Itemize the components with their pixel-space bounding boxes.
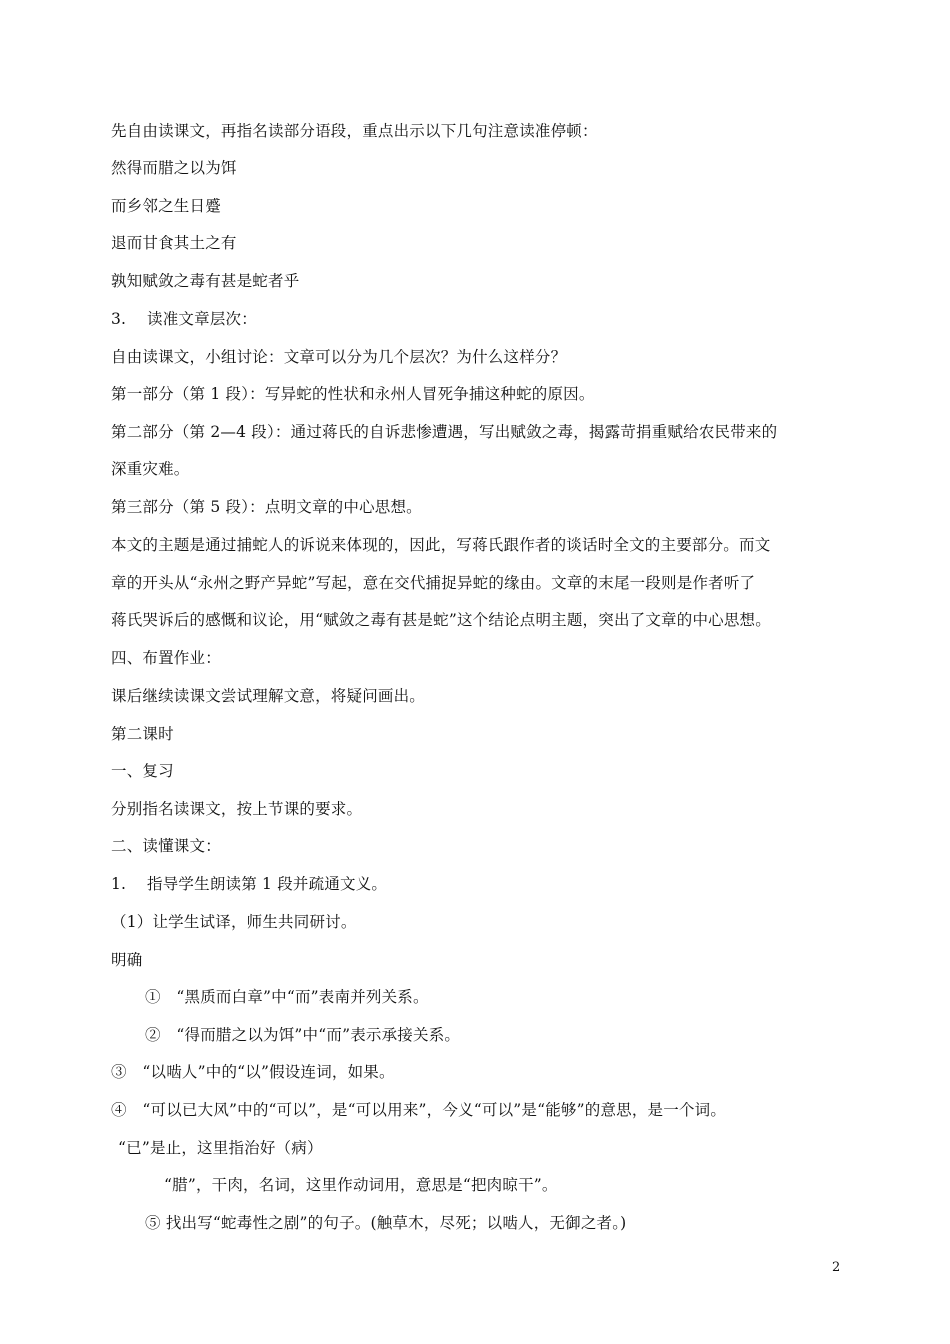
text-line: 第二部分（第 2—4 段）：通过蒋氏的自诉悲惨遭遇，写出赋敛之毒，揭露苛捐重赋给农民带来的	[111, 423, 778, 441]
section-heading: 四、布置作业：	[111, 649, 221, 667]
section-heading: 二、读懂课文：	[111, 837, 221, 855]
text-line: 章的开头从“永州之野产异蛇”写起，意在交代捕捉异蛇的缘由。文章的末尾一段则是作者听了	[111, 574, 756, 592]
list-item: ② “得而腊之以为饵”中“而”表示承接关系。	[145, 1026, 461, 1044]
list-item: ① “黑质而白章”中“而”表南并列关系。	[145, 988, 429, 1006]
text-line: 退而甘食其土之有	[111, 234, 237, 252]
text-line: “已”是止，这里指治好（病）	[118, 1139, 323, 1157]
list-heading: 3. 读准文章层次：	[111, 310, 257, 328]
text-line: 自由读课文，小组讨论：文章可以分为几个层次？为什么这样分？	[111, 348, 567, 366]
text-line: “腊”，干肉，名词，这里作动词用，意思是“把肉晾干”。	[164, 1176, 558, 1194]
text-line: 蒋氏哭诉后的感慨和议论，用“赋敛之毒有甚是蛇”这个结论点明主题，突出了文章的中心思想。	[111, 611, 771, 629]
text-line: 而乡邻之生日蹙	[111, 197, 221, 215]
text-line: 深重灾难。	[111, 460, 190, 478]
list-item: ⑤ 找出写“蛇毒性之剧”的句子。(触草木，尽死；以啮人，无御之者。)	[145, 1214, 627, 1232]
text-line: 先自由读课文，再指名读部分语段，重点出示以下几句注意读准停顿：	[111, 122, 598, 140]
section-heading: 第二课时	[111, 725, 174, 743]
text-line: 本文的主题是通过捕蛇人的诉说来体现的，因此，写蒋氏跟作者的谈话时全文的主要部分。而文	[111, 536, 771, 554]
text-line: 课后继续读课文尝试理解文意，将疑问画出。	[111, 687, 426, 705]
list-item: ③ “以啮人”中的“以”假设连词，如果。	[111, 1063, 395, 1081]
text-line: 第一部分（第 1 段）：写异蛇的性状和永州人冒死争捕这种蛇的原因。	[111, 385, 595, 403]
page-number: 2	[832, 1260, 841, 1275]
text-line: 明确	[111, 951, 143, 969]
text-line: 孰知赋敛之毒有甚是蛇者乎	[111, 272, 300, 290]
text-line: 分别指名读课文，按上节课的要求。	[111, 800, 363, 818]
text-line: 第三部分（第 5 段）：点明文章的中心思想。	[111, 498, 422, 516]
section-heading: 一、复习	[111, 762, 174, 780]
text-line: 然得而腊之以为饵	[111, 159, 237, 177]
list-item: ④ “可以已大风”中的“可以”，是“可以用来”，今义“可以”是“能够”的意思，是一个词。	[111, 1101, 727, 1119]
list-heading: 1. 指导学生朗读第 1 段并疏通文义。	[111, 875, 388, 893]
text-line: （1）让学生试译，师生共同研讨。	[111, 913, 357, 931]
